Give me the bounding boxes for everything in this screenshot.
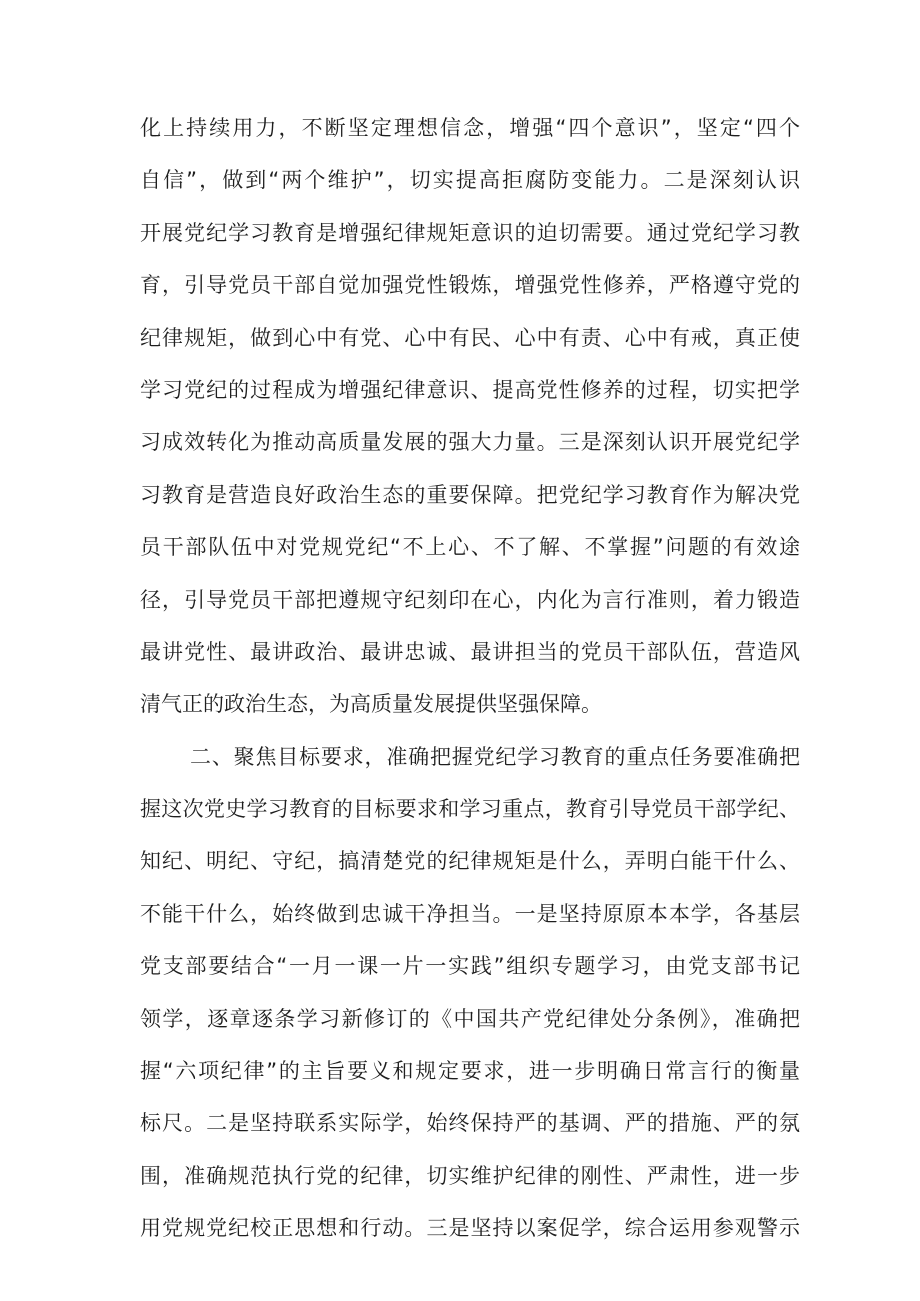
section-heading-line: 二、聚焦目标要求，准确把握党纪学习教育的重点任务要准确把 [190,744,800,769]
text-line: 党支部要结合“一月一课一片一实践”组织专题学习，由党支部书记 [140,954,800,979]
text-line: 学习党纪的过程成为增强纪律意识、提高党性修养的过程，切实把学 [140,377,800,402]
text-line: 标尺。二是坚持联系实际学，始终保持严的基调、严的措施、严的氛 [140,1111,800,1136]
text-line: 开展党纪学习教育是增强纪律规矩意识的迫切需要。通过党纪学习教 [140,220,800,245]
text-line: 自信”，做到“两个维护”，切实提高拒腐防变能力。二是深刻认识 [140,168,800,193]
text-line: 用党规党纪校正思想和行动。三是坚持以案促学，综合运用参观警示 [140,1216,800,1241]
text-line: 习成效转化为推动高质量发展的强大力量。三是深刻认识开展党纪学 [140,430,800,455]
text-line: 围，准确规范执行党的纪律，切实维护纪律的刚性、严肃性，进一步 [140,1163,800,1188]
text-line: 径，引导党员干部把遵规守纪刻印在心，内化为言行准则，着力锻造 [140,587,800,612]
text-line: 握“六项纪律”的主旨要义和规定要求，进一步明确日常言行的衡量 [140,1059,800,1084]
text-line: 知纪、明纪、守纪，搞清楚党的纪律规矩是什么，弄明白能干什么、 [140,849,800,874]
text-line: 习教育是营造良好政治生态的重要保障。把党纪学习教育作为解决党 [140,482,800,507]
body-text [140,102,800,1255]
paragraph-end-line: 清气正的政治生态，为高质量发展提供坚强保障。 [140,692,602,717]
text-line: 领学，逐章逐条学习新修订的《中国共产党纪律处分条例》，准确把 [140,1006,800,1031]
text-line: 育，引导党员干部自觉加强党性锻炼，增强党性修养，严格遵守党的 [140,273,800,298]
text-line: 握这次党史学习教育的目标要求和学习重点，教育引导党员干部学纪、 [140,797,800,822]
text-line: 化上持续用力，不断坚定理想信念，增强“四个意识”，坚定“四个 [140,116,800,140]
text-line: 员干部队伍中对党规党纪“不上心、不了解、不掌握”问题的有效途 [140,535,800,560]
text-line: 不能干什么，始终做到忠诚干净担当。一是坚持原原本本学，各基层 [140,901,800,926]
text-line: 最讲党性、最讲政治、最讲忠诚、最讲担当的党员干部队伍，营造风 [140,639,800,664]
text-line: 纪律规矩，做到心中有党、心中有民、心中有责、心中有戒，真正使 [140,325,800,350]
